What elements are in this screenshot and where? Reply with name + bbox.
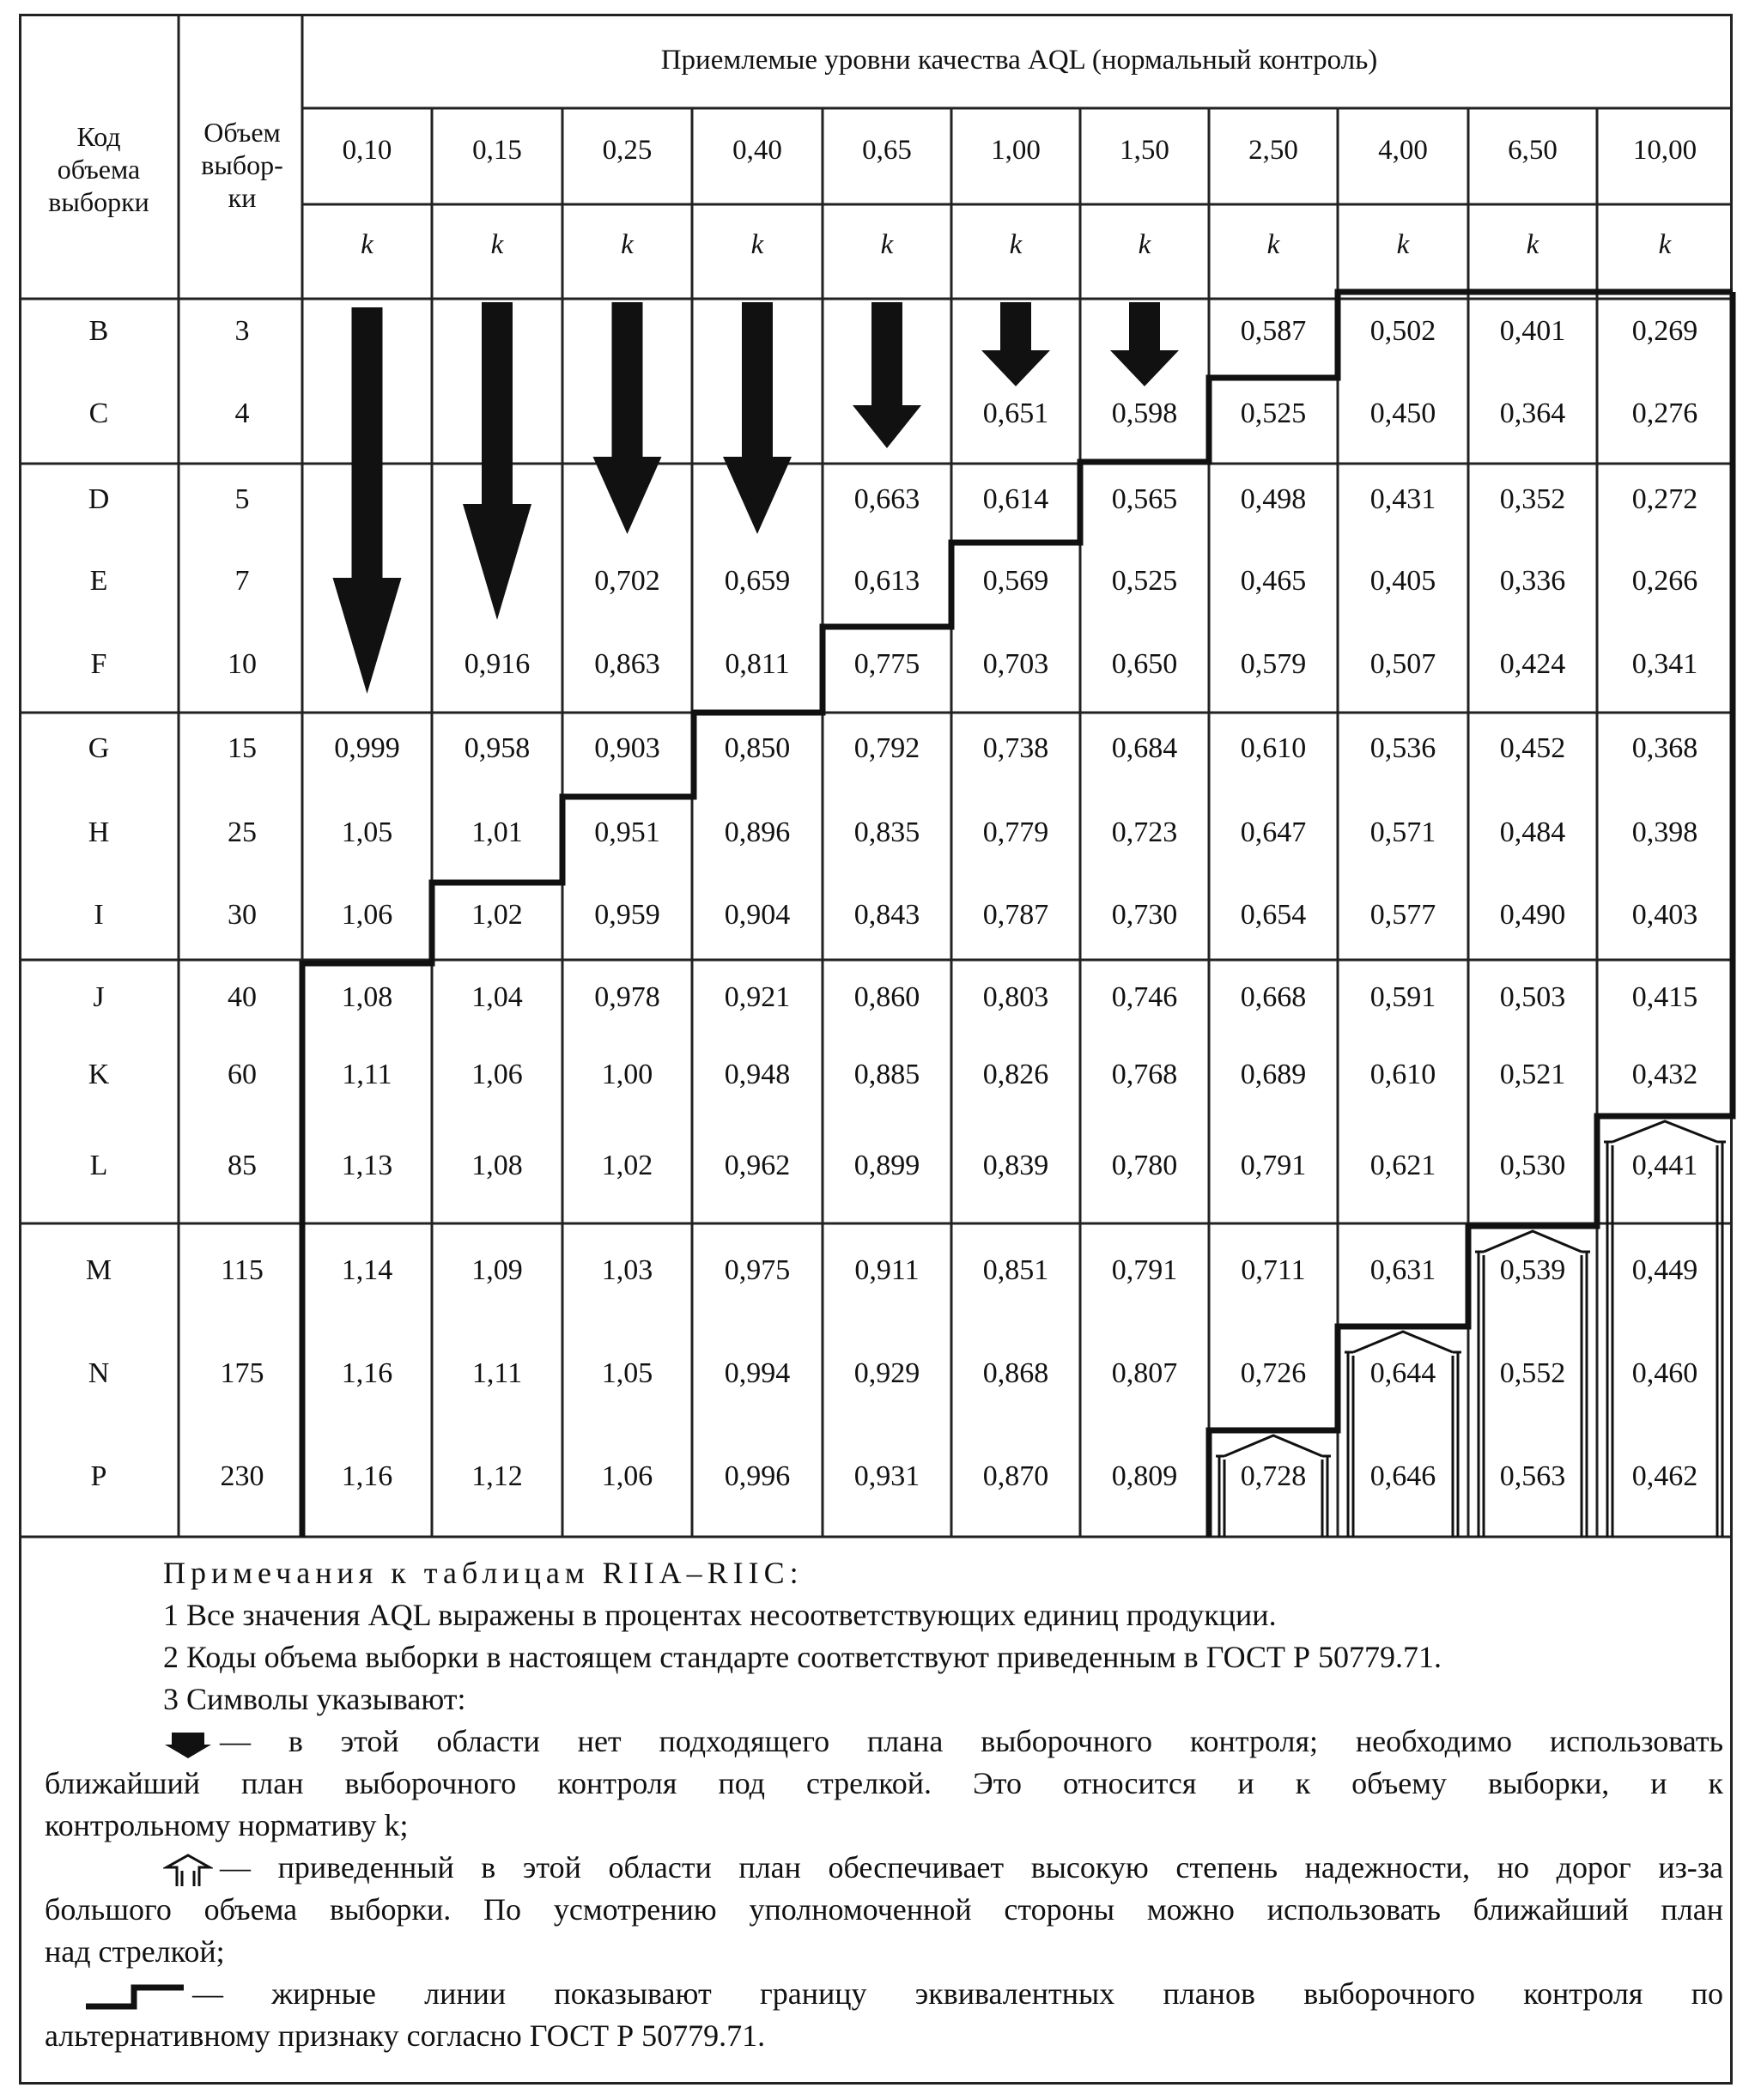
- k-value-cell: 0,484: [1499, 816, 1566, 848]
- aql-level-header: 4,00: [1378, 135, 1428, 166]
- k-value-cell: 0,668: [1240, 981, 1307, 1013]
- symbol-down-text-1: — в этой области нет подходящего плана выборочного контроля; необходимо использовать: [220, 1724, 1723, 1758]
- k-value-cell: 0,787: [982, 899, 1049, 931]
- k-value-cell: 0,860: [853, 981, 920, 1013]
- k-value-cell: 1,01: [471, 816, 523, 848]
- k-value-cell: 0,654: [1240, 899, 1307, 931]
- k-value-cell: 0,530: [1499, 1150, 1566, 1181]
- row-size: 175: [220, 1357, 264, 1389]
- k-value-cell: 0,996: [724, 1460, 791, 1492]
- k-value-cell: 0,563: [1499, 1460, 1566, 1492]
- k-value-cell: 0,994: [724, 1357, 791, 1389]
- row-code: E: [89, 565, 108, 597]
- notes-title: Примечания к таблицам RIIA–RIIC:: [163, 1556, 804, 1590]
- k-value-cell: 0,959: [594, 899, 660, 931]
- k-value-cell: 0,403: [1631, 899, 1698, 931]
- k-value-cell: 0,598: [1111, 398, 1178, 429]
- row-code: K: [88, 1059, 110, 1090]
- note-1: 1 Все значения AQL выражены в процентах несоответствующих единиц продукции.: [163, 1598, 1277, 1632]
- k-value-cell: 0,539: [1499, 1254, 1566, 1286]
- k-value-cell: 0,352: [1499, 483, 1566, 515]
- row-code: N: [88, 1357, 110, 1389]
- k-value-cell: 0,490: [1499, 899, 1566, 931]
- k-value-cell: 0,723: [1111, 816, 1178, 848]
- symbol-up-text-1: — приведенный в этой области план обеспечивает высокую степень надежности, но дорог из-за: [220, 1850, 1723, 1885]
- down-arrow-icon: [463, 302, 531, 620]
- k-value-cell: 0,803: [982, 981, 1049, 1013]
- k-value-cell: 0,650: [1111, 648, 1178, 680]
- k-value-cell: 1,05: [341, 816, 393, 848]
- aql-level-header: 2,50: [1248, 135, 1298, 166]
- k-value-cell: 0,726: [1240, 1357, 1307, 1389]
- k-value-cell: 0,424: [1499, 648, 1566, 680]
- aql-level-header: 1,50: [1120, 135, 1169, 166]
- row-code: P: [90, 1460, 107, 1492]
- k-value-cell: 0,462: [1631, 1460, 1698, 1492]
- boundary-line-icon: [82, 1982, 185, 2012]
- symbol-up-text-2: большого объема выборки. По усмотрению уполномоченной стороны можно использовать ближайший план: [45, 1892, 1723, 1927]
- down-arrow-icon: [1110, 302, 1179, 386]
- k-value-cell: 0,684: [1111, 732, 1178, 764]
- k-value-cell: 0,536: [1369, 732, 1436, 764]
- k-value-cell: 0,728: [1240, 1460, 1307, 1492]
- k-value-cell: 0,807: [1111, 1357, 1178, 1389]
- row-size: 3: [234, 315, 250, 347]
- row-size: 30: [228, 899, 257, 931]
- aql-level-header: 1,00: [991, 135, 1041, 166]
- k-value-cell: 0,552: [1499, 1357, 1566, 1389]
- symbol-down-text-3: контрольному нормативу k;: [45, 1808, 409, 1842]
- row-size: 7: [234, 565, 250, 597]
- k-value-cell: 0,431: [1369, 483, 1436, 515]
- k-value-cell: 0,885: [853, 1059, 920, 1090]
- k-value-cell: 0,835: [853, 816, 920, 848]
- k-value-cell: 0,415: [1631, 981, 1698, 1013]
- k-value-cell: 1,09: [471, 1254, 523, 1286]
- k-value-cell: 1,06: [341, 899, 393, 931]
- k-value-cell: 0,791: [1240, 1150, 1307, 1181]
- k-value-cell: 0,465: [1240, 565, 1307, 597]
- aql-level-header: 0,40: [732, 135, 782, 166]
- k-value-cell: 0,811: [725, 648, 790, 680]
- k-label: k: [1526, 229, 1539, 260]
- symbol-line-text-1: — жирные линии показывают границу эквивалентных планов выборочного контроля по: [192, 1976, 1723, 2011]
- k-value-cell: 0,452: [1499, 732, 1566, 764]
- k-value-cell: 0,851: [982, 1254, 1049, 1286]
- down-arrow-icon: [853, 302, 921, 448]
- k-value-cell: 0,613: [853, 565, 920, 597]
- note-2: 2 Коды объема выборки в настоящем стандарте соответствуют приведенным в ГОСТ Р 50779.71.: [163, 1640, 1442, 1674]
- k-value-cell: 0,826: [982, 1059, 1049, 1090]
- row-size: 25: [228, 816, 257, 848]
- k-value-cell: 1,05: [601, 1357, 653, 1389]
- k-value-cell: 0,916: [464, 648, 531, 680]
- k-label: k: [1396, 229, 1410, 260]
- k-value-cell: 1,02: [471, 899, 523, 931]
- notes-block: [45, 1552, 1723, 2057]
- k-value-cell: 0,929: [853, 1357, 920, 1389]
- row-code: H: [88, 816, 110, 848]
- row-code: J: [93, 981, 105, 1013]
- k-value-cell: 0,336: [1499, 565, 1566, 597]
- symbol-line-text-2: альтернативному признаку согласно ГОСТ Р 50779.71.: [45, 2018, 766, 2053]
- k-value-cell: 1,08: [341, 981, 393, 1013]
- row-code: D: [88, 483, 110, 515]
- k-value-cell: 0,730: [1111, 899, 1178, 931]
- k-value-cell: 0,591: [1369, 981, 1436, 1013]
- k-value-cell: 0,931: [853, 1460, 920, 1492]
- row-code: L: [89, 1150, 108, 1181]
- row-size: 230: [220, 1460, 264, 1492]
- aql-level-header: 0,65: [862, 135, 912, 166]
- aql-level-header: 6,50: [1508, 135, 1558, 166]
- row-code: C: [88, 398, 109, 429]
- size-column-header: выбор-: [201, 149, 283, 180]
- k-value-cell: 0,792: [853, 732, 920, 764]
- k-value-cell: 0,621: [1369, 1150, 1436, 1181]
- k-label: k: [1138, 229, 1151, 260]
- k-value-cell: 0,647: [1240, 816, 1307, 848]
- k-value-cell: 0,631: [1369, 1254, 1436, 1286]
- k-value-cell: 0,610: [1369, 1059, 1436, 1090]
- k-value-cell: 0,272: [1631, 483, 1698, 515]
- symbol-down-text-2: ближайший план выборочного контроля под стрелкой. Это относится и к объему выборки, и к: [45, 1766, 1723, 1800]
- row-size: 4: [234, 398, 250, 429]
- k-value-cell: 0,868: [982, 1357, 1049, 1389]
- k-value-cell: 0,521: [1499, 1059, 1566, 1090]
- k-value-cell: 0,266: [1631, 565, 1698, 597]
- k-value-cell: 0,401: [1499, 315, 1566, 347]
- k-label: k: [621, 229, 634, 260]
- k-value-cell: 0,863: [594, 648, 660, 680]
- down-arrow-icon: [593, 302, 662, 534]
- k-value-cell: 1,11: [471, 1357, 523, 1389]
- k-value-cell: 1,16: [341, 1460, 393, 1492]
- k-label: k: [1009, 229, 1023, 260]
- k-value-cell: 0,507: [1369, 648, 1436, 680]
- k-value-cell: 1,06: [601, 1460, 653, 1492]
- k-value-cell: 0,502: [1369, 315, 1436, 347]
- k-value-cell: 0,746: [1111, 981, 1178, 1013]
- code-column-header: выборки: [48, 186, 149, 217]
- k-value-cell: 0,341: [1631, 648, 1698, 680]
- k-value-cell: 0,689: [1240, 1059, 1307, 1090]
- k-value-cell: 0,839: [982, 1150, 1049, 1181]
- k-label: k: [1266, 229, 1280, 260]
- k-value-cell: 0,768: [1111, 1059, 1178, 1090]
- down-arrow-icon: [981, 302, 1050, 386]
- k-value-cell: 0,850: [724, 732, 791, 764]
- aql-level-header: 10,00: [1632, 135, 1697, 166]
- row-code: G: [88, 732, 110, 764]
- up-arrow-icon: [163, 1854, 213, 1888]
- k-value-cell: 1,08: [471, 1150, 523, 1181]
- row-size: 5: [234, 483, 250, 515]
- k-value-cell: 0,503: [1499, 981, 1566, 1013]
- row-code: B: [88, 315, 109, 347]
- k-value-cell: 0,569: [982, 565, 1049, 597]
- row-size: 15: [228, 732, 257, 764]
- k-value-cell: 0,577: [1369, 899, 1436, 931]
- k-value-cell: 1,13: [341, 1150, 393, 1181]
- row-code: M: [85, 1254, 112, 1286]
- row-code: I: [94, 899, 104, 931]
- aql-level-header: 0,25: [602, 135, 653, 166]
- k-value-cell: 0,779: [982, 816, 1049, 848]
- down-arrow-icon: [723, 302, 792, 534]
- k-value-cell: 0,579: [1240, 648, 1307, 680]
- k-label: k: [1658, 229, 1672, 260]
- k-value-cell: 0,791: [1111, 1254, 1178, 1286]
- aql-group-header: Приемлемые уровни качества AQL (нормальный контроль): [660, 45, 1378, 76]
- k-value-cell: 1,06: [471, 1059, 523, 1090]
- note-3: 3 Символы указывают:: [163, 1682, 466, 1716]
- row-size: 40: [228, 981, 257, 1013]
- k-label: k: [880, 229, 894, 260]
- k-value-cell: 0,646: [1369, 1460, 1436, 1492]
- k-value-cell: 0,870: [982, 1460, 1049, 1492]
- k-value-cell: 0,911: [854, 1254, 920, 1286]
- k-value-cell: 0,525: [1240, 398, 1307, 429]
- k-value-cell: 0,703: [982, 648, 1049, 680]
- k-value-cell: 0,644: [1369, 1357, 1436, 1389]
- k-value-cell: 0,903: [594, 732, 660, 764]
- k-value-cell: 0,711: [1241, 1254, 1306, 1286]
- k-value-cell: 0,498: [1240, 483, 1307, 515]
- size-column-header: Объем: [203, 117, 281, 148]
- k-value-cell: 1,16: [341, 1357, 393, 1389]
- k-value-cell: 0,921: [724, 981, 791, 1013]
- aql-level-header: 0,15: [472, 135, 522, 166]
- k-value-cell: 0,587: [1240, 315, 1307, 347]
- k-value-cell: 0,614: [982, 483, 1049, 515]
- k-label: k: [750, 229, 764, 260]
- k-value-cell: 0,738: [982, 732, 1049, 764]
- k-value-cell: 1,04: [471, 981, 523, 1013]
- code-column-header: объема: [57, 154, 141, 185]
- k-value-cell: 1,12: [471, 1460, 523, 1492]
- k-value-cell: 0,809: [1111, 1460, 1178, 1492]
- row-size: 10: [228, 648, 257, 680]
- row-size: 85: [228, 1150, 257, 1181]
- k-value-cell: 0,843: [853, 899, 920, 931]
- k-value-cell: 0,368: [1631, 732, 1698, 764]
- down-arrow-icon: [163, 1729, 213, 1760]
- k-value-cell: 0,651: [982, 398, 1049, 429]
- k-value-cell: 0,525: [1111, 565, 1178, 597]
- row-code: F: [90, 648, 107, 680]
- k-value-cell: 1,14: [341, 1254, 393, 1286]
- k-value-cell: 0,571: [1369, 816, 1436, 848]
- code-column-header: Код: [76, 121, 121, 152]
- k-value-cell: 0,398: [1631, 816, 1698, 848]
- k-value-cell: 1,11: [342, 1059, 392, 1090]
- symbol-up-text-3: над стрелкой;: [45, 1934, 225, 1969]
- k-value-cell: 0,663: [853, 483, 920, 515]
- k-value-cell: 0,659: [724, 565, 791, 597]
- k-value-cell: 0,276: [1631, 398, 1698, 429]
- k-value-cell: 0,951: [594, 816, 660, 848]
- k-value-cell: 0,904: [724, 899, 791, 931]
- k-value-cell: 0,896: [724, 816, 791, 848]
- k-value-cell: 0,948: [724, 1059, 791, 1090]
- k-value-cell: 0,432: [1631, 1059, 1698, 1090]
- k-value-cell: 1,03: [601, 1254, 653, 1286]
- k-value-cell: 0,565: [1111, 483, 1178, 515]
- k-value-cell: 0,449: [1631, 1254, 1698, 1286]
- k-value-cell: 0,775: [853, 648, 920, 680]
- aql-level-header: 0,10: [342, 135, 392, 166]
- k-value-cell: 0,899: [853, 1150, 920, 1181]
- k-value-cell: 1,02: [601, 1150, 653, 1181]
- k-value-cell: 0,702: [594, 565, 660, 597]
- k-value-cell: 0,780: [1111, 1150, 1178, 1181]
- down-arrow-icon: [333, 307, 402, 694]
- k-value-cell: 0,460: [1631, 1357, 1698, 1389]
- k-value-cell: 0,975: [724, 1254, 791, 1286]
- row-size: 60: [228, 1059, 257, 1090]
- k-value-cell: 0,450: [1369, 398, 1436, 429]
- k-value-cell: 0,610: [1240, 732, 1307, 764]
- k-value-cell: 1,00: [601, 1059, 653, 1090]
- k-value-cell: 0,958: [464, 732, 531, 764]
- k-label: k: [361, 229, 373, 260]
- size-column-header: ки: [228, 182, 257, 213]
- k-value-cell: 0,962: [724, 1150, 791, 1181]
- k-value-cell: 0,978: [594, 981, 660, 1013]
- k-label: k: [490, 229, 504, 260]
- k-value-cell: 0,405: [1369, 565, 1436, 597]
- k-value-cell: 0,364: [1499, 398, 1566, 429]
- k-value-cell: 0,999: [334, 732, 400, 764]
- k-value-cell: 0,269: [1631, 315, 1698, 347]
- k-value-cell: 0,441: [1631, 1150, 1698, 1181]
- row-size: 115: [221, 1254, 264, 1286]
